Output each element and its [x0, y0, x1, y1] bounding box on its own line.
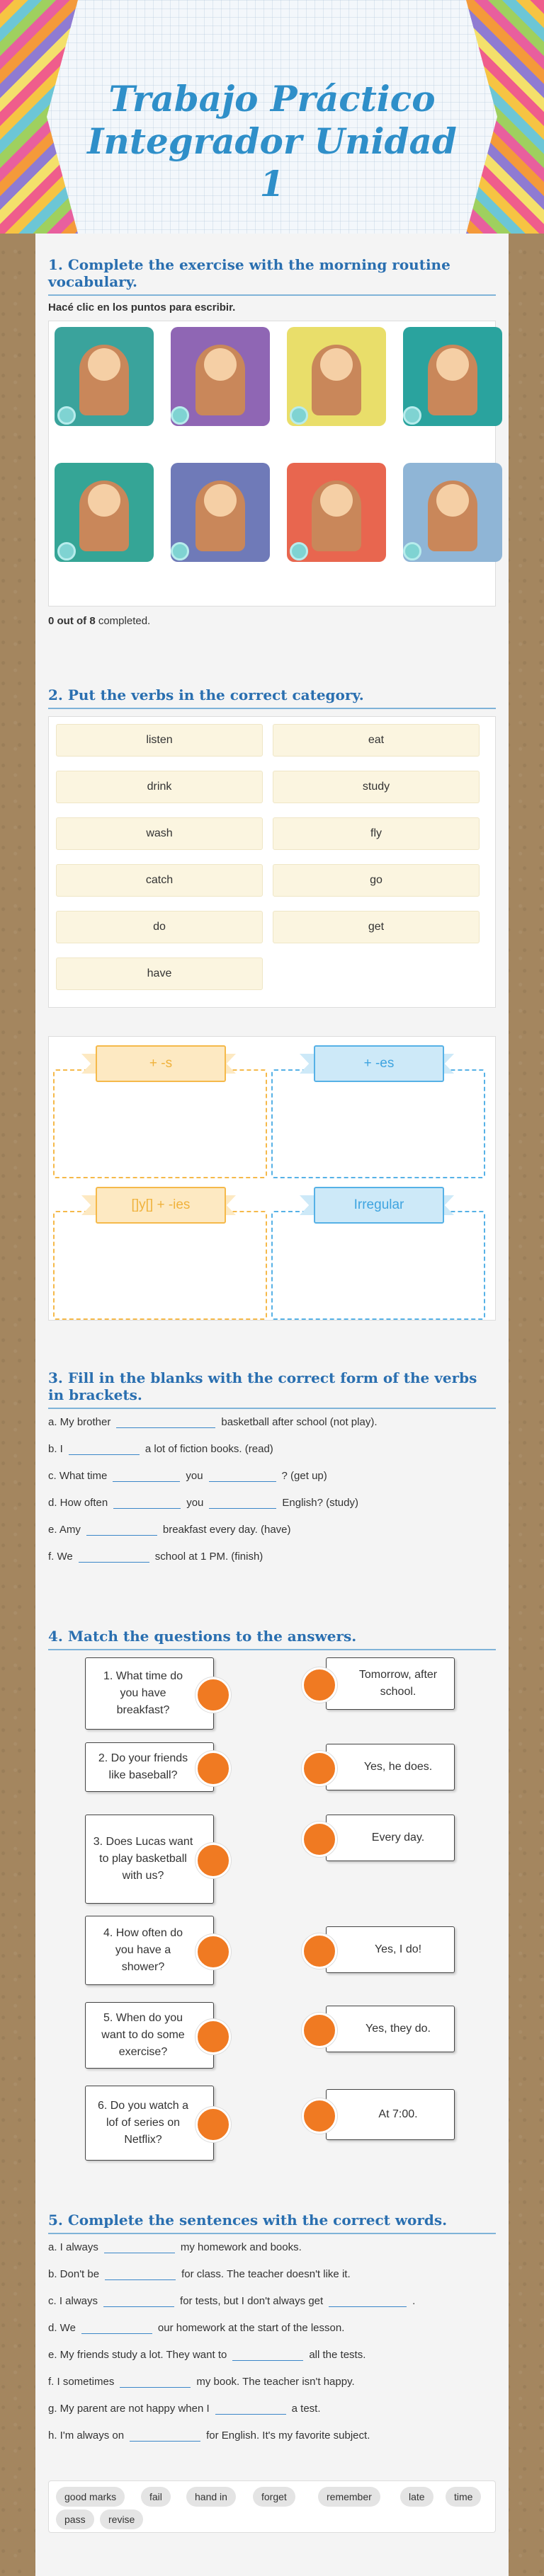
chevron-pattern-right: [466, 0, 544, 234]
category-dropzone[interactable]: [53, 1211, 267, 1320]
section-1-title: 1. Complete the exercise with the morning routine vocabulary.: [48, 256, 450, 290]
sentence-end: .: [412, 2295, 416, 2307]
sentence-start: b. I: [48, 1443, 63, 1455]
sentence-text: a lot of fiction books. (read): [144, 1443, 273, 1455]
sentence-end: ? (get up): [281, 1470, 327, 1482]
answer-blank[interactable]: [105, 2267, 176, 2280]
section-5-title: 5. Complete the sentences with the correct words.: [48, 2212, 448, 2229]
answer-card[interactable]: [326, 1657, 455, 1710]
sentence-start: c. What time: [48, 1470, 108, 1482]
question-card[interactable]: [85, 1916, 214, 1985]
sentence-text: a test.: [291, 2403, 321, 2415]
word-chip[interactable]: hand in: [186, 2487, 236, 2507]
sentence-start: g. My parent are not happy when I: [48, 2403, 210, 2415]
answer-text: Tomorrow, after school.: [358, 1669, 438, 1698]
category-dropzone[interactable]: [53, 1069, 267, 1178]
section-5: [48, 2212, 496, 2533]
fill-blank-line: [48, 1495, 358, 1509]
sentence-text: you: [186, 1470, 203, 1482]
fill-blank-line: [48, 1522, 291, 1536]
answer-hotspot[interactable]: [171, 542, 189, 560]
content-card: [35, 234, 509, 2576]
verb-card[interactable]: drink: [56, 771, 263, 803]
verb-card[interactable]: study: [273, 771, 480, 803]
verb-card[interactable]: do: [56, 911, 263, 943]
category-label: Irregular: [314, 1187, 444, 1224]
answer-text: Yes, he does.: [363, 1761, 433, 1773]
verb-card[interactable]: get: [273, 911, 480, 943]
complete-sentence-line: [48, 2374, 355, 2388]
answer-hotspot[interactable]: [403, 406, 421, 425]
sentence-start: d. We: [48, 2322, 76, 2334]
complete-sentence-line: [48, 2240, 302, 2253]
complete-sentence-line: [48, 2294, 415, 2307]
category-label: []y[] + -ies: [96, 1187, 226, 1224]
match-connector[interactable]: [302, 1822, 337, 1857]
figure-face: [436, 484, 469, 517]
answer-card[interactable]: [326, 1815, 455, 1861]
fill-blank-line: [48, 1468, 327, 1482]
word-chip[interactable]: good marks: [56, 2487, 125, 2507]
complete-sentences-list: [48, 2240, 496, 2480]
answer-text: Every day.: [371, 1832, 425, 1844]
answer-text: At 7:00.: [378, 2108, 418, 2120]
word-chip[interactable]: fail: [141, 2487, 171, 2507]
figure-face: [88, 348, 120, 381]
sentence-text: my book. The teacher isn't happy.: [196, 2376, 355, 2388]
sentence-text: for English. It's my favorite subject.: [206, 2430, 370, 2442]
sentence-text: breakfast every day. (have): [162, 1524, 291, 1536]
figure-face: [204, 348, 237, 381]
image-exercise-area: [48, 321, 496, 606]
figure-face: [320, 348, 353, 381]
matching-area: [48, 1657, 496, 2195]
match-connector[interactable]: [196, 1677, 231, 1713]
question-text: 3. Does Lucas want to play basketball with us?: [93, 1836, 193, 1882]
sentence-start: a. My brother: [48, 1416, 111, 1428]
word-chip[interactable]: remember: [318, 2487, 380, 2507]
match-connector[interactable]: [302, 1751, 337, 1786]
verb-card[interactable]: listen: [56, 724, 263, 757]
answer-hotspot[interactable]: [290, 406, 308, 425]
answer-blank[interactable]: [69, 1442, 140, 1455]
question-card[interactable]: [85, 1815, 214, 1904]
section-divider: [48, 708, 496, 709]
answer-blank[interactable]: [209, 1468, 276, 1482]
answer-blank[interactable]: [329, 2294, 407, 2307]
verb-card[interactable]: catch: [56, 864, 263, 897]
fill-blank-line: [48, 1549, 263, 1563]
word-chip[interactable]: revise: [100, 2509, 143, 2529]
answer-blank[interactable]: [104, 2240, 175, 2253]
sentence-start: b. Don't be: [48, 2268, 100, 2280]
match-connector[interactable]: [302, 2013, 337, 2048]
answer-hotspot[interactable]: [57, 542, 76, 560]
answer-blank[interactable]: [209, 1495, 276, 1509]
answer-hotspot[interactable]: [403, 542, 421, 560]
category-label: + -es: [314, 1045, 444, 1082]
category-label: + -s: [96, 1045, 226, 1082]
section-1: [48, 256, 496, 627]
verb-card[interactable]: go: [273, 864, 480, 897]
category-dropzone[interactable]: [271, 1211, 485, 1320]
sentence-start: a. I always: [48, 2241, 98, 2253]
sentence-text: my homework and books.: [180, 2241, 302, 2253]
complete-sentence-line: [48, 2347, 366, 2361]
section-3-title: 3. Fill in the blanks with the correct form of the verbs in brackets.: [48, 1369, 477, 1403]
verb-card[interactable]: wash: [56, 817, 263, 850]
answer-blank[interactable]: [86, 1522, 157, 1536]
complete-sentence-line: [48, 2321, 344, 2334]
fill-blank-line: [48, 1442, 273, 1455]
header-banner: [0, 0, 544, 234]
section-3: [48, 1369, 496, 1585]
category-dropzone[interactable]: [271, 1069, 485, 1178]
match-connector[interactable]: [196, 1843, 231, 1878]
match-connector[interactable]: [196, 1934, 231, 1970]
sentence-text: for class. The teacher doesn't like it.: [181, 2268, 351, 2280]
section-4-title: 4. Match the questions to the answers.: [48, 1628, 357, 1645]
sentence-start: f. I sometimes: [48, 2376, 115, 2388]
chevron-pattern-left: [0, 0, 78, 234]
answer-blank[interactable]: [79, 1549, 149, 1563]
answer-blank[interactable]: [113, 1468, 180, 1482]
answer-blank[interactable]: [120, 2374, 191, 2388]
question-text: 6. Do you watch a lof of series on Netflix?: [97, 2100, 189, 2146]
answer-blank[interactable]: [232, 2347, 303, 2361]
answer-card[interactable]: [326, 2006, 455, 2052]
score-suffix: completed.: [95, 615, 151, 627]
section-1-instruction: Hacé clic en los puntos para escribir.: [48, 301, 236, 314]
sentence-text: our homework at the start of the lesson.: [157, 2322, 345, 2334]
section-divider: [48, 1649, 496, 1650]
question-text: 4. How often do you have a shower?: [103, 1927, 183, 1973]
fill-blanks-list: [48, 1415, 496, 1585]
match-connector[interactable]: [196, 2019, 231, 2054]
match-connector[interactable]: [302, 1933, 337, 1969]
answer-blank[interactable]: [103, 2294, 174, 2307]
match-connector[interactable]: [302, 1667, 337, 1703]
sentence-start: c. I always: [48, 2295, 98, 2307]
answer-card[interactable]: [326, 1926, 455, 1973]
title-line-2: Integrador Unidad 1: [87, 120, 457, 205]
sentence-start: h. I'm always on: [48, 2430, 125, 2442]
match-connector[interactable]: [302, 2098, 337, 2134]
verb-card[interactable]: have: [56, 958, 263, 990]
question-card[interactable]: [85, 2002, 214, 2069]
sentence-text: you: [186, 1497, 204, 1509]
answer-card[interactable]: [326, 1744, 455, 1790]
word-chip[interactable]: time: [446, 2487, 481, 2507]
fill-blank-line: [48, 1415, 378, 1428]
sentence-text: school at 1 PM. (finish): [154, 1551, 264, 1563]
complete-sentence-line: [48, 2428, 370, 2442]
verb-card[interactable]: eat: [273, 724, 480, 757]
question-card[interactable]: [85, 2086, 214, 2161]
score-count: 0 out of 8: [48, 615, 96, 627]
sentence-start: e. Amy: [48, 1524, 81, 1536]
sentence-start: f. We: [48, 1551, 73, 1563]
section-divider: [48, 2233, 496, 2234]
verb-card[interactable]: fly: [273, 817, 480, 850]
question-text: 5. When do you want to do some exercise?: [101, 2012, 185, 2058]
answer-hotspot[interactable]: [171, 406, 189, 425]
category-board: [48, 1036, 496, 1321]
answer-card[interactable]: [326, 2089, 455, 2140]
answer-text: Yes, they do.: [366, 2023, 431, 2035]
verb-bank: [48, 716, 496, 1008]
figure-face: [320, 484, 353, 517]
sentence-end: English? (study): [282, 1497, 358, 1509]
sentence-text: basketball after school (not play).: [221, 1416, 378, 1428]
question-text: 1. What time do you have breakfast?: [103, 1670, 183, 1716]
question-card[interactable]: [85, 1657, 214, 1730]
section-4: [48, 1628, 496, 2195]
answer-blank[interactable]: [116, 1415, 215, 1428]
answer-blank[interactable]: [81, 2321, 152, 2334]
score-text: [48, 615, 496, 627]
question-card[interactable]: [85, 1742, 214, 1792]
figure-face: [88, 484, 120, 517]
sentence-start: d. How often: [48, 1497, 108, 1509]
sentence-text: for tests, but I don't always get: [180, 2295, 324, 2307]
complete-sentence-line: [48, 2267, 351, 2280]
sentence-start: e. My friends study a lot. They want to: [48, 2349, 227, 2361]
section-divider: [48, 294, 496, 296]
answer-blank[interactable]: [113, 1495, 181, 1509]
answer-text: Yes, I do!: [374, 1943, 422, 1955]
answer-blank[interactable]: [215, 2401, 286, 2415]
answer-hotspot[interactable]: [57, 406, 76, 425]
question-text: 2. Do your friends like baseball?: [98, 1752, 188, 1781]
section-2-title: 2. Put the verbs in the correct category.: [48, 686, 364, 703]
section-2: [48, 686, 496, 1321]
title-line-1: Trabajo Práctico: [108, 78, 436, 120]
figure-face: [204, 484, 237, 517]
word-chip[interactable]: late: [400, 2487, 434, 2507]
sentence-text: all the tests.: [309, 2349, 366, 2361]
section-divider: [48, 1408, 496, 1409]
word-chip[interactable]: forget: [253, 2487, 295, 2507]
answer-blank[interactable]: [130, 2428, 200, 2442]
complete-sentence-line: [48, 2401, 321, 2415]
match-connector[interactable]: [196, 2107, 231, 2142]
answer-hotspot[interactable]: [290, 542, 308, 560]
match-connector[interactable]: [196, 1751, 231, 1786]
figure-face: [436, 348, 469, 381]
word-bank: [48, 2480, 496, 2533]
page-title: [85, 78, 459, 205]
word-chip[interactable]: pass: [56, 2509, 94, 2529]
